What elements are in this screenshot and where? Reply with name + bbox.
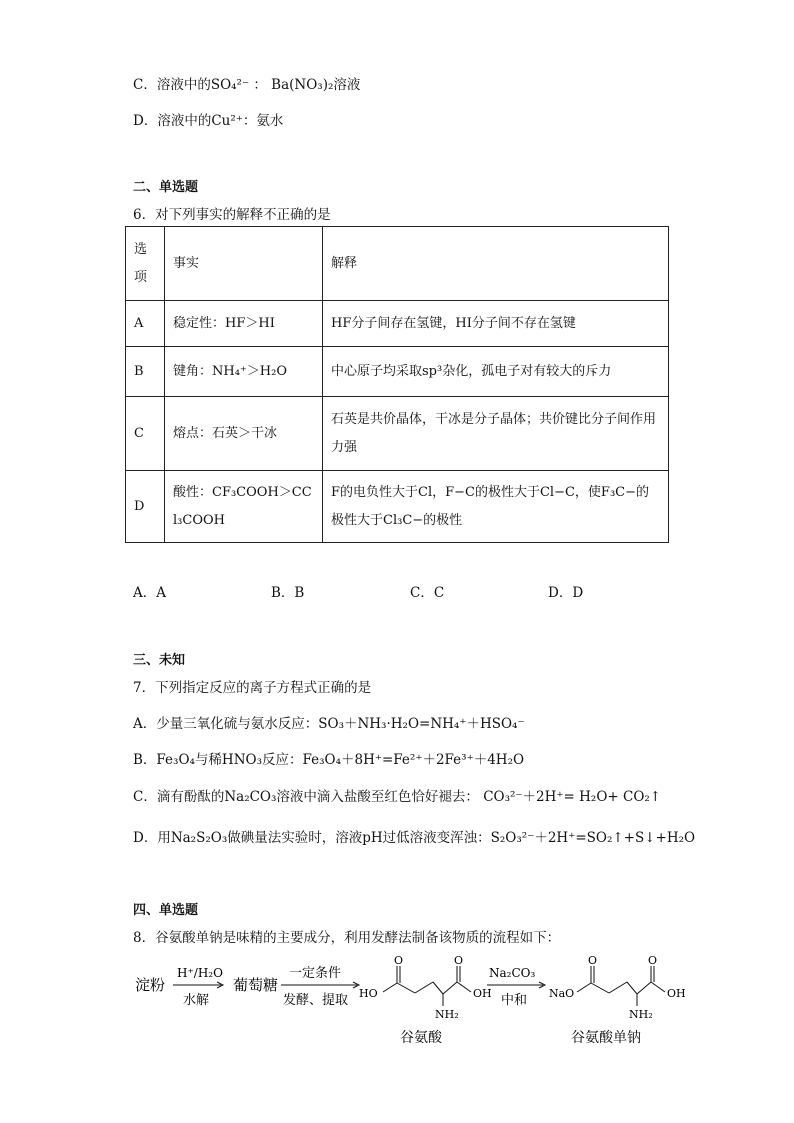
header-option: 选项: [126, 227, 165, 301]
flow-step2-reagent: 一定条件: [289, 966, 342, 981]
flow-step3-reagent: Na₂CO₃: [489, 966, 536, 980]
mol1-o2: O: [454, 954, 464, 967]
mol1-nh2: NH₂: [435, 1008, 459, 1021]
table-header-row: [126, 227, 669, 301]
section-title-3: 三、未知: [133, 653, 186, 668]
mol1-oh: OH: [473, 987, 492, 1000]
flow-mid: 葡萄糖: [233, 976, 279, 994]
mol1-ho: HO: [359, 987, 378, 1000]
mol1-o1: O: [394, 954, 404, 967]
mol2-nh2: NH₂: [629, 1008, 653, 1021]
choice-c[interactable]: C．C: [410, 585, 445, 601]
choice-a[interactable]: A．A: [133, 585, 166, 601]
q5-option-c: C．溶液中的SO₄²⁻ ： Ba(NO₃)₂溶液: [133, 77, 361, 93]
row-key: B: [126, 347, 165, 397]
flow-step1-reagent: H⁺/H₂O: [177, 966, 223, 980]
row-fact: 键角：NH₄⁺＞H₂O: [165, 347, 323, 397]
header-fact: 事实: [165, 227, 323, 301]
section-title-2: 二、单选题: [133, 180, 199, 195]
mol1-name: 谷氨酸: [400, 1030, 442, 1046]
q8-flow-diagram: [125, 950, 705, 1060]
q8-stem: 8．谷氨酸单钠是味精的主要成分，利用发酵法制备该物质的流程如下：: [133, 930, 561, 946]
flow-step1-condition: 水解: [183, 993, 210, 1008]
flow-start: 淀粉: [135, 976, 166, 994]
flow-step3-condition: 中和: [501, 993, 528, 1008]
q6-table: [125, 226, 669, 543]
choice-b[interactable]: B．B: [271, 585, 305, 601]
row-explanation: 石英是共价晶体，干冰是分子晶体；共价键比分子间作用力强: [323, 397, 669, 471]
q7-stem: 7．下列指定反应的离子方程式正确的是: [133, 680, 372, 696]
table-row: [126, 397, 669, 471]
mol2-name: 谷氨酸单钠: [571, 1030, 641, 1046]
row-fact: 熔点：石英＞干冰: [165, 397, 323, 471]
q7-option-c: C．滴有酚酞的Na₂CO₃溶液中滴入盐酸至红色恰好褪去： CO₃²⁻＋2H⁺= H₂O+ CO₂↑: [133, 789, 662, 805]
row-key: C: [126, 397, 165, 471]
glutamic-acid-structure: [383, 966, 471, 1006]
row-explanation: F的电负性大于Cl，F−C的极性大于Cl−C，使F₃C−的极性大于Cl₃C−的极性: [323, 471, 669, 543]
q7-option-b: B．Fe₃O₄与稀HNO₃反应：Fe₃O₄＋8H⁺=Fe²⁺＋2Fe³⁺＋4H₂O: [133, 752, 525, 768]
mol2-oh: OH: [667, 987, 686, 1000]
mol2-o1: O: [588, 954, 598, 967]
row-explanation: 中心原子均采取sp³杂化，孤电子对有较大的斥力: [323, 347, 669, 397]
row-fact: 酸性：CF₃COOH＞CCl₃COOH: [165, 471, 323, 543]
choice-d[interactable]: D．D: [548, 585, 584, 601]
row-fact: 稳定性：HF＞HI: [165, 301, 323, 347]
q7-option-a: A．少量三氧化硫与氨水反应：SO₃＋NH₃·H₂O=NH₄⁺＋HSO₄⁻: [133, 716, 525, 732]
msg-structure: [577, 966, 665, 1006]
q7-option-d: D．用Na₂S₂O₃做碘量法实验时，溶液pH过低溶液变浑浊：S₂O₃²⁻＋2H⁺=SO₂↑+S↓+H₂O: [133, 830, 696, 846]
row-key: A: [126, 301, 165, 347]
table-row: [126, 301, 669, 347]
row-key: D: [126, 471, 165, 543]
section-title-4: 四、单选题: [133, 903, 199, 918]
q6-stem: 6．对下列事实的解释不正确的是: [133, 207, 331, 223]
row-explanation: HF分子间存在氢键，HI分子间不存在氢键: [323, 301, 669, 347]
header-explanation: 解释: [323, 227, 669, 301]
table-row: [126, 471, 669, 543]
flow-step2-condition: 发酵、提取: [283, 993, 349, 1008]
q5-option-d: D．溶液中的Cu²⁺：氨水: [133, 113, 284, 129]
table-row: [126, 347, 669, 397]
mol2-nao: NaO: [549, 987, 575, 1000]
mol2-o2: O: [648, 954, 658, 967]
